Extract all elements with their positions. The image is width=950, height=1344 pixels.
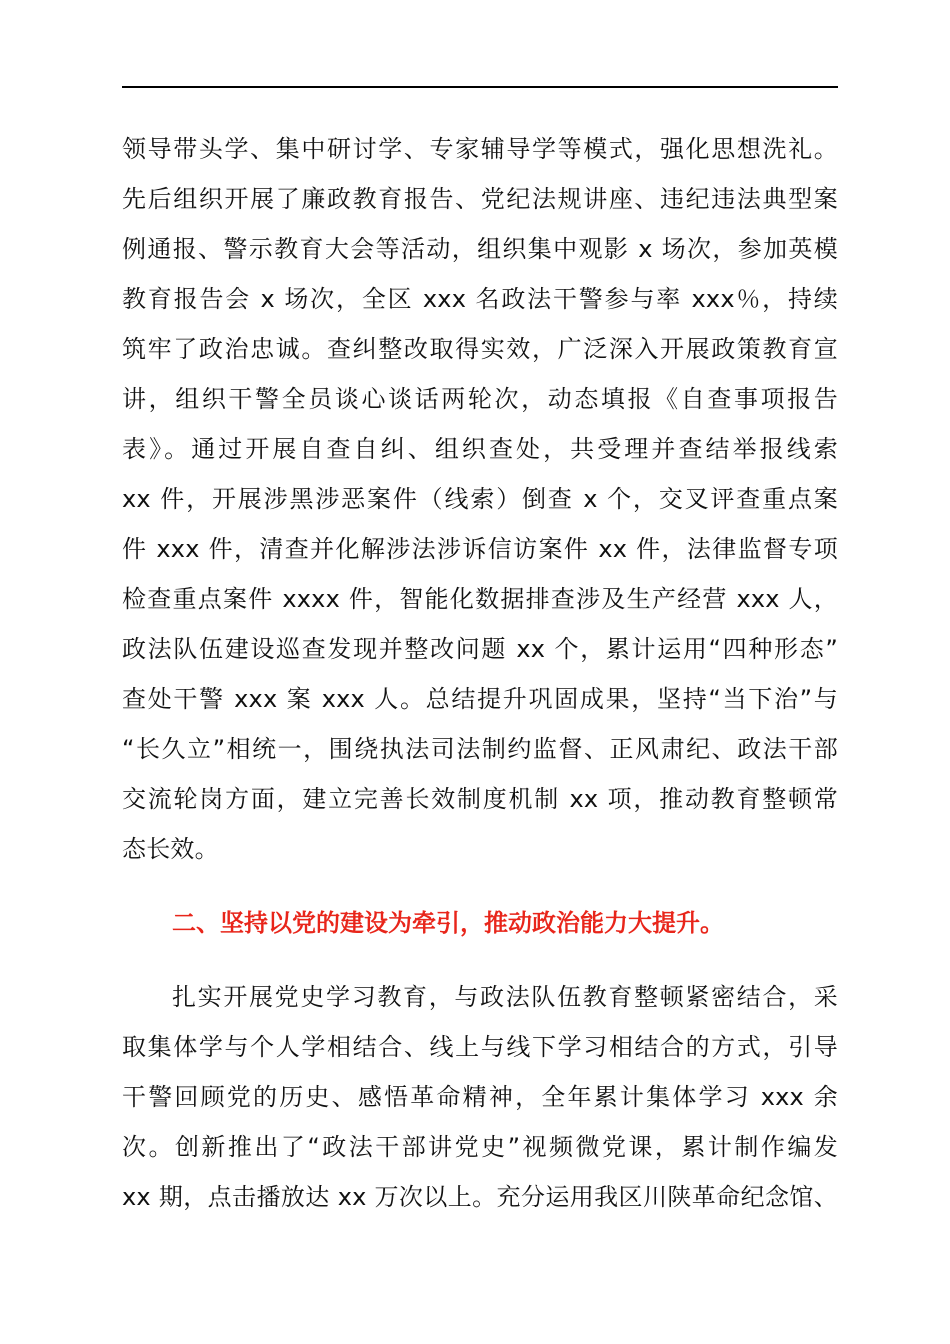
text-line: 件 xxx 件，清查并化解涉法涉诉信访案件 xx 件，法律监督专项 xyxy=(122,535,838,563)
text-line: xx 件，开展涉黑涉恶案件（线索）倒查 x 个，交叉评查重点案 xyxy=(122,485,838,513)
text-line: “长久立”相统一，围绕执法司法制约监督、正风肃纪、政法干部 xyxy=(122,735,838,763)
text-line: 表》。通过开展自查自纠、组织查处，共受理并查结举报线索 xyxy=(122,435,838,463)
text-line: 态长效。 xyxy=(122,835,219,863)
paragraph-2 xyxy=(122,972,838,1222)
text-line: 例通报、警示教育大会等活动，组织集中观影 x 场次，参加英模 xyxy=(122,235,838,263)
text-line: 取集体学与个人学相结合、线上与线下学习相结合的方式，引导 xyxy=(122,1033,838,1061)
text-line: 讲，组织干警全员谈心谈话两轮次，动态填报《自查事项报告 xyxy=(122,385,838,413)
text-line: 教育报告会 x 场次，全区 xxx 名政法干警参与率 xxx％，持续 xyxy=(122,285,838,313)
text-line: 筑牢了政治忠诚。查纠整改取得实效，广泛深入开展政策教育宣 xyxy=(122,335,838,363)
text-line: xx 期，点击播放达 xx 万次以上。充分运用我区川陕革命纪念馆、 xyxy=(122,1183,838,1211)
text-line: 检查重点案件 xxxx 件，智能化数据排查涉及生产经营 xxx 人， xyxy=(122,585,838,613)
text-line: 次。创新推出了“政法干部讲党史”视频微党课，累计制作编发 xyxy=(122,1133,838,1161)
text-line: 扎实开展党史学习教育，与政法队伍教育整顿紧密结合，采 xyxy=(172,983,838,1011)
text-line: 查处干警 xxx 案 xxx 人。总结提升巩固成果，坚持“当下治”与 xyxy=(122,685,838,713)
text-line: 政法队伍建设巡查发现并整改问题 xx 个，累计运用“四种形态” xyxy=(122,635,838,663)
text-line: 干警回顾党的历史、感悟革命精神，全年累计集体学习 xxx 余 xyxy=(122,1083,838,1111)
paragraph-1 xyxy=(122,124,838,874)
text-line: 交流轮岗方面，建立完善长效制度机制 xx 项，推动教育整顿常 xyxy=(122,785,838,813)
header-rule xyxy=(122,86,838,88)
text-line: 领导带头学、集中研讨学、专家辅导学等模式，强化思想洗礼。 xyxy=(122,135,838,163)
text-line: 先后组织开展了廉政教育报告、党纪法规讲座、违纪违法典型案 xyxy=(122,185,838,213)
document-body xyxy=(122,124,838,1222)
section-heading: 二、坚持以党的建设为牵引，推动政治能力大提升。 xyxy=(172,909,724,937)
